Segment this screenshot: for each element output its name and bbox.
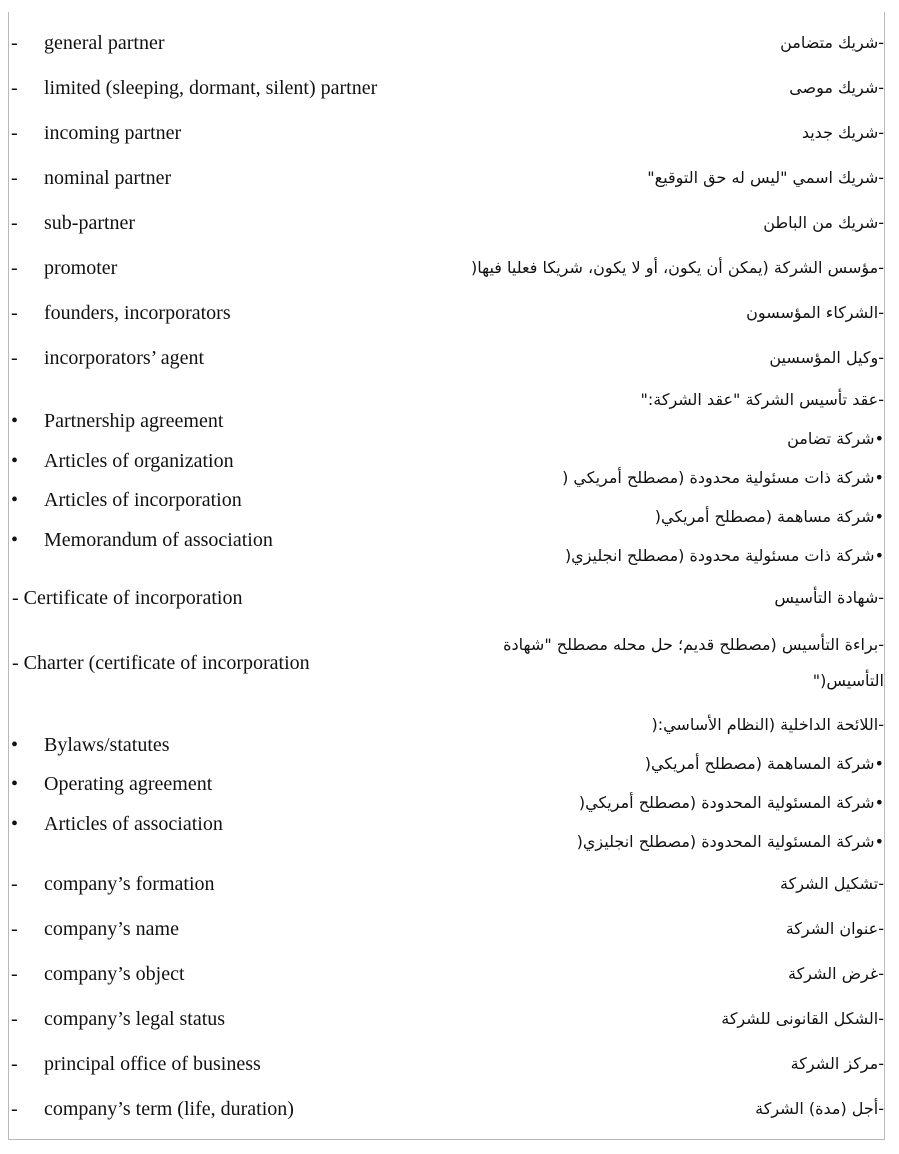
english-term: incoming partner <box>44 121 182 144</box>
glossary-row <box>8 380 896 575</box>
english-term-cell <box>8 245 448 290</box>
arabic-term: -تشكيل الشركة <box>780 873 884 893</box>
english-term-cell <box>8 705 448 861</box>
english-term-cell <box>8 380 448 575</box>
arabic-term-cell <box>448 65 896 110</box>
arabic-term-cell <box>448 1041 896 1086</box>
english-term: - Certificate of incorporation <box>12 586 243 609</box>
dash-marker: - <box>11 1007 18 1030</box>
english-term: promoter <box>44 256 118 279</box>
english-term-line <box>8 520 448 560</box>
arabic-term-cell <box>448 110 896 155</box>
glossary-row <box>8 1086 896 1131</box>
english-term-line <box>8 441 448 481</box>
english-term: Bylaws/statutes <box>44 733 170 756</box>
english-term: Articles of association <box>44 812 223 835</box>
english-term-line <box>8 1054 448 1074</box>
glossary-row <box>8 245 896 290</box>
arabic-term: -براءة التأسيس (مصطلح قديم؛ حل محله مصطلح "شهادة <box>503 634 884 654</box>
bullet-marker: • <box>11 773 19 795</box>
dash-marker: - <box>11 301 18 324</box>
arabic-term: •شركة مساهمة (مصطلح أمريكي( <box>654 507 884 526</box>
dash-marker: - <box>11 1097 18 1120</box>
glossary-row <box>8 65 896 110</box>
english-term: company’s name <box>44 917 179 940</box>
english-term: company’s term (life, duration) <box>44 1097 294 1120</box>
arabic-term: -شريك جديد <box>801 122 884 142</box>
arabic-term: -وكيل المؤسسين <box>769 347 884 367</box>
arabic-term-cell <box>448 996 896 1041</box>
english-term-line <box>8 874 448 894</box>
bullet-marker: • <box>11 528 19 551</box>
english-term-line <box>8 303 448 323</box>
arabic-term: -الشكل القانونى للشركة <box>721 1008 884 1028</box>
arabic-term-cell <box>448 200 896 245</box>
arabic-term: -اللائحة الداخلية (النظام الأساسي:( <box>651 715 884 734</box>
glossary-table <box>8 20 896 1131</box>
arabic-term: -شريك اسمي "ليس له حق التوقيع" <box>647 167 884 187</box>
arabic-term-cell <box>448 705 896 861</box>
english-term-cell <box>8 65 448 110</box>
english-term-line <box>8 588 448 608</box>
arabic-term: •شركة المساهمة (مصطلح أمريكي( <box>644 754 884 773</box>
glossary-row <box>8 155 896 200</box>
glossary-row <box>8 110 896 155</box>
english-term: sub-partner <box>44 211 136 234</box>
english-term-cell <box>8 906 448 951</box>
english-term-cell <box>8 575 448 620</box>
english-term: - Charter (certificate of incorporation <box>12 651 310 674</box>
english-term-line <box>8 481 448 521</box>
dash-marker: - <box>11 917 18 940</box>
english-term-cell <box>8 110 448 155</box>
english-term-line <box>8 764 448 804</box>
glossary-row <box>8 290 896 335</box>
dash-marker: - <box>11 1052 18 1075</box>
english-term-line <box>8 653 448 673</box>
glossary-row <box>8 906 896 951</box>
arabic-term-cell <box>448 20 896 65</box>
glossary-row <box>8 20 896 65</box>
arabic-term-cell <box>448 155 896 200</box>
dash-marker: - <box>11 872 18 895</box>
arabic-term-cell <box>448 245 896 290</box>
english-term: company’s formation <box>44 872 215 895</box>
english-term-cell <box>8 20 448 65</box>
arabic-term: •شركة تضامن <box>787 429 884 448</box>
english-term-line <box>8 402 448 442</box>
bullet-marker: • <box>11 489 19 512</box>
arabic-term: -مركز الشركة <box>790 1053 884 1073</box>
arabic-term: -أجل (مدة) الشركة <box>755 1098 884 1118</box>
dash-marker: - <box>11 962 18 985</box>
dash-marker: - <box>11 31 18 54</box>
english-term: incorporators’ agent <box>44 346 205 369</box>
arabic-term: -مؤسس الشركة (يمكن أن يكون، أو لا يكون، شريكا فعليا فيها( <box>470 257 884 277</box>
dash-marker: - <box>11 256 18 279</box>
english-term: principal office of business <box>44 1052 261 1075</box>
english-term-cell <box>8 996 448 1041</box>
glossary-row <box>8 335 896 380</box>
english-term-cell <box>8 155 448 200</box>
english-term-line <box>8 919 448 939</box>
english-term: nominal partner <box>44 166 172 189</box>
english-term-line <box>8 725 448 765</box>
arabic-term: التأسيس(" <box>812 670 884 690</box>
bullet-marker: • <box>11 733 19 756</box>
glossary-row <box>8 1041 896 1086</box>
bullet-marker: • <box>11 449 19 472</box>
english-term: Partnership agreement <box>44 410 224 433</box>
english-term-line <box>8 348 448 368</box>
arabic-term-cell <box>448 575 896 620</box>
glossary-row <box>8 200 896 245</box>
arabic-term: -شريك موصى <box>789 77 884 97</box>
english-term-line <box>8 258 448 278</box>
english-term-line <box>8 1099 448 1119</box>
english-term-cell <box>8 290 448 335</box>
english-term: founders, incorporators <box>44 301 231 324</box>
arabic-term: -عنوان الشركة <box>785 918 884 938</box>
english-term-cell <box>8 951 448 996</box>
bullet-marker: • <box>11 812 19 835</box>
glossary-row <box>8 951 896 996</box>
english-term-line <box>8 804 448 844</box>
english-term-line <box>8 33 448 53</box>
english-term-cell <box>8 861 448 906</box>
arabic-term: •شركة ذات مسئولية محدودة (مصطلح انجليزي( <box>564 546 884 565</box>
bullet-marker: • <box>11 410 19 433</box>
dash-marker: - <box>11 346 18 369</box>
arabic-term-cell <box>448 861 896 906</box>
english-term: company’s legal status <box>44 1007 226 1030</box>
glossary-row <box>8 575 896 620</box>
english-term-line <box>8 1009 448 1029</box>
bottom-border <box>8 1139 885 1140</box>
english-term-line <box>8 964 448 984</box>
english-term: limited (sleeping, dormant, silent) partner <box>44 76 378 99</box>
english-term-cell <box>8 1086 448 1131</box>
dash-marker: - <box>11 211 18 234</box>
glossary-row <box>8 620 896 705</box>
english-term-line <box>8 213 448 233</box>
english-term: company’s object <box>44 962 185 985</box>
english-term-cell <box>8 620 448 705</box>
arabic-term-cell <box>448 906 896 951</box>
arabic-term-cell <box>448 380 896 575</box>
glossary-row <box>8 861 896 906</box>
arabic-term-cell <box>448 1086 896 1131</box>
english-term: Articles of organization <box>44 449 234 472</box>
arabic-term: -شريك متضامن <box>780 32 884 52</box>
dash-marker: - <box>11 76 18 99</box>
dash-marker: - <box>11 166 18 189</box>
english-term: Articles of incorporation <box>44 489 242 512</box>
arabic-term: •شركة ذات مسئولية محدودة (مصطلح أمريكي ( <box>562 468 884 487</box>
english-term: Operating agreement <box>44 773 213 795</box>
english-term-line <box>8 78 448 98</box>
arabic-term: -شهادة التأسيس <box>774 587 884 607</box>
arabic-term: -غرض الشركة <box>787 963 884 983</box>
glossary-row <box>8 996 896 1041</box>
dash-marker: - <box>11 121 18 144</box>
glossary-row <box>8 705 896 861</box>
arabic-term: -الشركاء المؤسسون <box>746 302 884 322</box>
arabic-term: •شركة المسئولية المحدودة (مصطلح أمريكي( <box>578 793 884 812</box>
arabic-term: -عقد تأسيس الشركة "عقد الشركة:" <box>640 390 884 409</box>
arabic-term-cell <box>448 620 896 705</box>
arabic-term-cell <box>448 335 896 380</box>
arabic-term: -شريك من الباطن <box>763 212 884 232</box>
english-term-cell <box>8 200 448 245</box>
english-term: Memorandum of association <box>44 528 273 551</box>
arabic-term-cell <box>448 951 896 996</box>
arabic-term-cell <box>448 290 896 335</box>
english-term-line <box>8 123 448 143</box>
english-term: general partner <box>44 31 165 54</box>
english-term-cell <box>8 335 448 380</box>
english-term-cell <box>8 1041 448 1086</box>
english-term-line <box>8 168 448 188</box>
arabic-term: •شركة المسئولية المحدودة (مصطلح انجليزي( <box>576 832 884 851</box>
